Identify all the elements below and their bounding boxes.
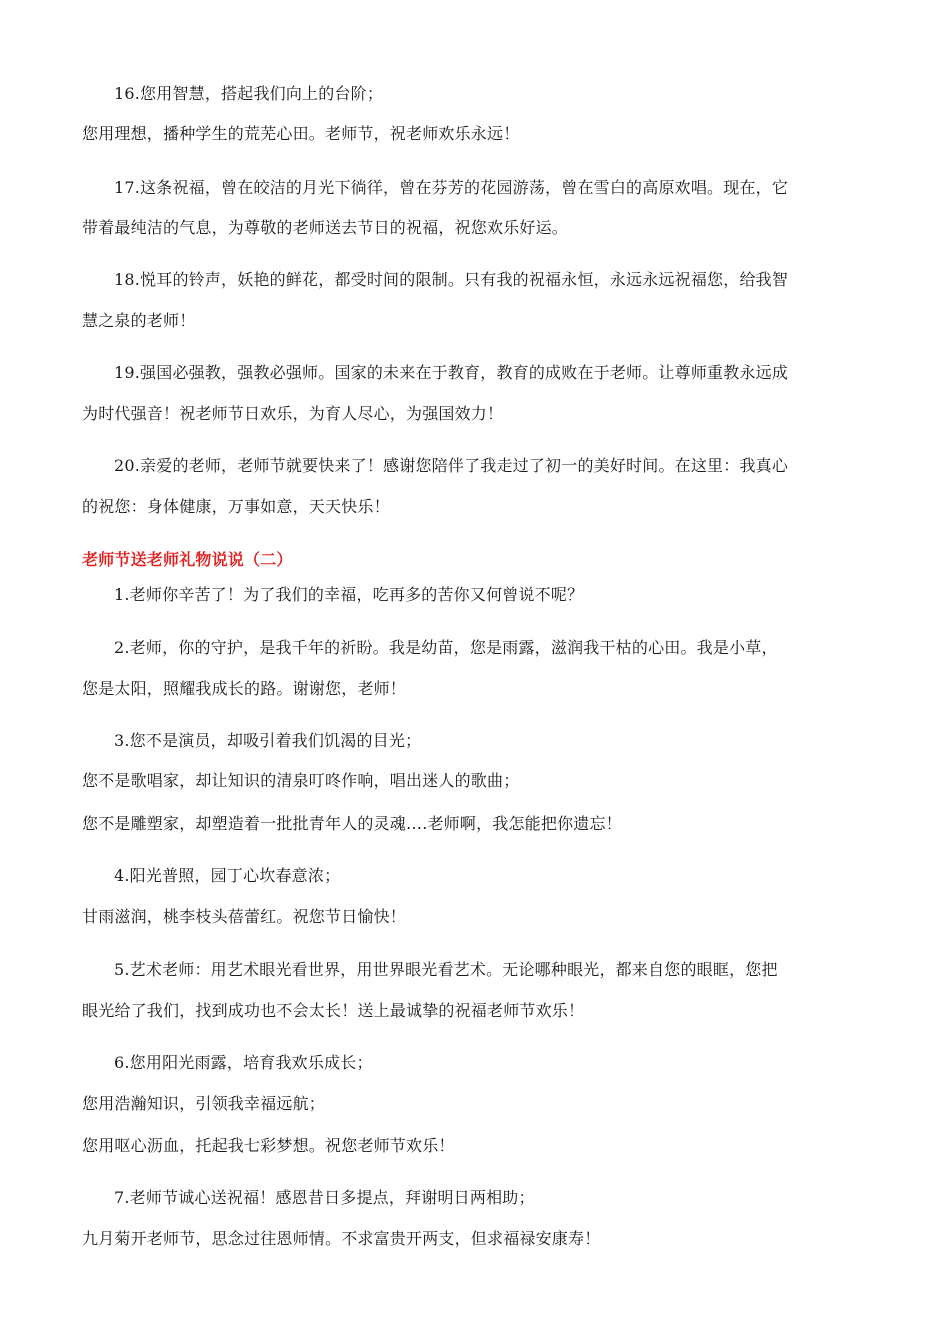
paragraph-2-line-2: 您是太阳，照耀我成长的路。谢谢您，老师！ <box>82 679 407 698</box>
paragraph-18-line-2: 慧之泉的老师！ <box>82 311 196 330</box>
paragraph-7-line-1: 7.老师节诚心送祝福！感恩昔日多提点，拜谢明日两相助； <box>114 1188 535 1207</box>
paragraph-1-line-1: 1.老师你辛苦了！为了我们的幸福，吃再多的苦你又何曾说不呢？ <box>114 585 584 604</box>
paragraph-3-line-3: 您不是雕塑家，却塑造着一批批青年人的灵魂….老师啊，我怎能把你遗忘！ <box>82 814 622 833</box>
paragraph-20-line-1: 20.亲爱的老师，老师节就要快来了！感谢您陪伴了我走过了初一的美好时间。在这里：我真心 <box>114 456 789 475</box>
paragraph-19-line-1: 19.强国必强教，强教必强师。国家的未来在于教育，教育的成败在于老师。让尊师重教永远成 <box>114 363 789 382</box>
paragraph-16-line-2: 您用理想，播种学生的荒芜心田。老师节，祝老师欢乐永远！ <box>82 124 520 143</box>
paragraph-18-line-1: 18.悦耳的铃声，妖艳的鲜花，都受时间的限制。只有我的祝福永恒，永远永远祝福您，给我智 <box>114 270 789 289</box>
paragraph-19-line-2: 为时代强音！祝老师节日欢乐，为育人尽心，为强国效力！ <box>82 404 504 423</box>
paragraph-6-line-3: 您用呕心沥血，托起我七彩梦想。祝您老师节欢乐！ <box>82 1136 455 1155</box>
section-heading: 老师节送老师礼物说说（二） <box>82 550 293 569</box>
paragraph-6-line-2: 您用浩瀚知识，引领我幸福远航； <box>82 1094 326 1113</box>
paragraph-20-line-2: 的祝您：身体健康，万事如意，天天快乐！ <box>82 497 390 516</box>
paragraph-4-line-1: 4.阳光普照，园丁心坎春意浓； <box>114 866 341 885</box>
paragraph-5-line-2: 眼光给了我们，找到成功也不会太长！送上最诚挚的祝福老师节欢乐！ <box>82 1001 585 1020</box>
paragraph-5-line-1: 5.艺术老师：用艺术眼光看世界，用世界眼光看艺术。无论哪种眼光，都来自您的眼眶，您把 <box>114 960 778 979</box>
paragraph-16-line-1: 16.您用智慧，搭起我们向上的台阶； <box>114 84 384 103</box>
paragraph-17-line-2: 带着最纯洁的气息，为尊敬的老师送去节日的祝福，祝您欢乐好运。 <box>82 218 569 237</box>
paragraph-4-line-2: 甘雨滋润，桃李枝头蓓蕾红。祝您节日愉快！ <box>82 907 407 926</box>
paragraph-7-line-2: 九月菊开老师节，思念过往恩师情。不求富贵开两支，但求福禄安康寿！ <box>82 1229 601 1248</box>
paragraph-3-line-1: 3.您不是演员，却吸引着我们饥渴的目光； <box>114 731 422 750</box>
paragraph-17-line-1: 17.这条祝福，曾在皎洁的月光下徜徉，曾在芬芳的花园游荡，曾在雪白的高原欢唱。现在，它 <box>114 178 789 197</box>
paragraph-2-line-1: 2.老师，你的守护，是我千年的祈盼。我是幼苗，您是雨露，滋润我干枯的心田。我是小草， <box>114 638 778 657</box>
paragraph-3-line-2: 您不是歌唱家，却让知识的清泉叮咚作响，唱出迷人的歌曲； <box>82 771 520 790</box>
paragraph-6-line-1: 6.您用阳光雨露，培育我欢乐成长； <box>114 1053 373 1072</box>
